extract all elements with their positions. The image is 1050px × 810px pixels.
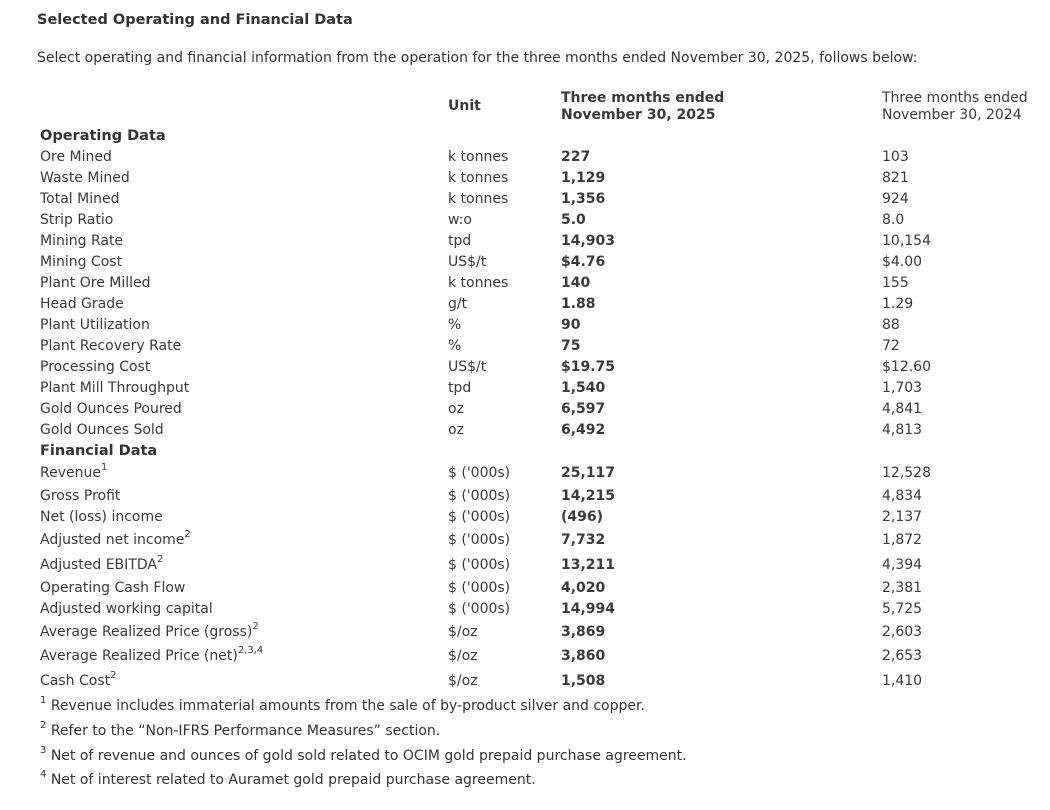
- table-row: [0, 296, 1050, 317]
- footnote-number: 3: [40, 745, 47, 756]
- row-prior-value: 1.29: [882, 296, 914, 312]
- row-current-value: 3,860: [561, 648, 606, 664]
- footnote-number: 4: [40, 769, 47, 780]
- footnote: [40, 695, 645, 714]
- header-prior-period: [882, 90, 1028, 124]
- footnote: [40, 720, 441, 739]
- row-current-value: 14,215: [561, 488, 616, 504]
- table-row: [0, 338, 1050, 359]
- row-unit: $ ('000s): [448, 488, 511, 504]
- row-unit: tpd: [448, 380, 472, 396]
- row-current-value: (496): [561, 509, 604, 525]
- row-unit: %: [448, 317, 462, 333]
- table-row: [0, 359, 1050, 380]
- row-label: [40, 296, 124, 312]
- row-label-text: Revenue: [40, 465, 101, 481]
- row-label-text: Net (loss) income: [40, 509, 163, 525]
- row-prior-value: $12.60: [882, 359, 931, 375]
- row-label-text: Mining Rate: [40, 233, 124, 249]
- table-row: [0, 170, 1050, 191]
- row-unit: k tonnes: [448, 191, 509, 207]
- row-unit: %: [448, 338, 462, 354]
- header-current-line2: November 30, 2025: [561, 107, 716, 123]
- row-current-value: 1,129: [561, 170, 606, 186]
- row-prior-value: $4.00: [882, 254, 923, 270]
- row-unit: w:o: [448, 212, 472, 228]
- row-label: [40, 554, 164, 573]
- footnote: [40, 745, 687, 764]
- row-label: [40, 509, 163, 525]
- row-label: [40, 621, 259, 640]
- footnote-text: Refer to the “Non-IFRS Performance Measures” section.: [50, 723, 441, 739]
- row-current-value: 14,994: [561, 601, 616, 617]
- row-label-text: Adjusted working capital: [40, 601, 213, 617]
- row-unit: US$/t: [448, 254, 487, 270]
- operating-data-heading: Operating Data: [40, 128, 166, 144]
- row-label: [40, 601, 213, 617]
- row-label: [40, 645, 264, 664]
- row-label: [40, 170, 130, 186]
- row-label: [40, 338, 181, 354]
- row-current-value: 227: [561, 149, 591, 165]
- row-prior-value: 2,603: [882, 624, 923, 640]
- table-row: [0, 645, 1050, 669]
- row-label-text: Adjusted net income: [40, 532, 185, 548]
- row-prior-value: 8.0: [882, 212, 905, 228]
- row-label-text: Total Mined: [40, 191, 120, 207]
- row-unit: k tonnes: [448, 149, 509, 165]
- header-prior-line2: November 30, 2024: [882, 107, 1022, 123]
- footnote-reference: 2: [110, 670, 117, 681]
- table-row: [0, 317, 1050, 338]
- row-prior-value: 821: [882, 170, 909, 186]
- row-prior-value: 2,653: [882, 648, 923, 664]
- row-label: [40, 317, 150, 333]
- table-row: [0, 275, 1050, 296]
- footnote-reference: 2: [184, 529, 191, 540]
- row-label-text: Processing Cost: [40, 359, 151, 375]
- row-label: [40, 488, 120, 504]
- table-row: [0, 670, 1050, 694]
- row-current-value: $4.76: [561, 254, 606, 270]
- row-current-value: 6,492: [561, 422, 606, 438]
- row-label-text: Strip Ratio: [40, 212, 114, 228]
- row-label-text: Plant Utilization: [40, 317, 150, 333]
- row-prior-value: 4,394: [882, 557, 923, 573]
- row-label: [40, 580, 185, 596]
- row-label-text: Mining Cost: [40, 254, 123, 270]
- table-row: [0, 621, 1050, 645]
- footnote-text: Net of revenue and ounces of gold sold related to OCIM gold prepaid purchase agreement.: [50, 748, 687, 764]
- row-current-value: 14,903: [561, 233, 616, 249]
- row-label: [40, 401, 182, 417]
- table-row: [0, 191, 1050, 212]
- row-unit: $ ('000s): [448, 557, 511, 573]
- row-current-value: 1,356: [561, 191, 606, 207]
- header-prior-line1: Three months ended: [882, 90, 1028, 106]
- row-unit: $/oz: [448, 624, 478, 640]
- row-prior-value: 924: [882, 191, 909, 207]
- row-label-text: Adjusted EBITDA: [40, 557, 157, 573]
- row-label: [40, 233, 123, 249]
- row-current-value: 25,117: [561, 465, 616, 481]
- row-label-text: Plant Ore Milled: [40, 275, 151, 291]
- row-label-text: Head Grade: [40, 296, 124, 312]
- row-prior-value: 1,410: [882, 673, 923, 689]
- row-unit: oz: [448, 401, 464, 417]
- section-title: Selected Operating and Financial Data: [37, 12, 353, 28]
- row-unit: $/oz: [448, 648, 478, 664]
- footnote-number: 2: [40, 720, 47, 731]
- table-row: [0, 488, 1050, 509]
- row-label-text: Gold Ounces Poured: [40, 401, 182, 417]
- row-current-value: 1.88: [561, 296, 596, 312]
- row-label-text: Waste Mined: [40, 170, 130, 186]
- row-unit: $/oz: [448, 673, 478, 689]
- row-label-text: Gold Ounces Sold: [40, 422, 164, 438]
- row-unit: oz: [448, 422, 464, 438]
- table-row: [0, 601, 1050, 622]
- row-prior-value: 4,841: [882, 401, 923, 417]
- row-current-value: 5.0: [561, 212, 586, 228]
- footnote-text: Net of interest related to Auramet gold prepaid purchase agreement.: [50, 772, 536, 788]
- row-prior-value: 2,381: [882, 580, 923, 596]
- row-prior-value: 2,137: [882, 509, 923, 525]
- footnote-reference: 1: [100, 462, 108, 473]
- row-prior-value: 88: [882, 317, 900, 333]
- header-current-period: [561, 90, 724, 124]
- row-label: [40, 149, 112, 165]
- row-unit: g/t: [448, 296, 468, 312]
- row-label-text: Plant Recovery Rate: [40, 338, 182, 354]
- row-label: [40, 380, 189, 396]
- row-current-value: 140: [561, 275, 591, 291]
- row-prior-value: 155: [882, 275, 909, 291]
- row-current-value: 3,869: [561, 624, 606, 640]
- row-current-value: 4,020: [561, 580, 606, 596]
- row-prior-value: 1,703: [882, 380, 923, 396]
- row-prior-value: 12,528: [882, 465, 931, 481]
- row-label: [40, 529, 191, 548]
- row-label: [40, 254, 122, 270]
- row-unit: k tonnes: [448, 170, 509, 186]
- row-label-text: Cash Cost: [40, 673, 111, 689]
- row-current-value: 6,597: [561, 401, 606, 417]
- row-current-value: 1,508: [561, 673, 606, 689]
- row-prior-value: 1,872: [882, 532, 923, 548]
- footnote-number: 1: [40, 695, 47, 706]
- table-row: [0, 529, 1050, 553]
- row-unit: $ ('000s): [448, 532, 511, 548]
- table-row: [0, 212, 1050, 233]
- row-unit: $ ('000s): [448, 509, 511, 525]
- row-prior-value: 4,834: [882, 488, 923, 504]
- row-unit: tpd: [448, 233, 472, 249]
- row-current-value: 75: [561, 338, 581, 354]
- row-label-text: Operating Cash Flow: [40, 580, 186, 596]
- row-label: [40, 359, 150, 375]
- row-label-text: Ore Mined: [40, 149, 112, 165]
- row-label-text: Plant Mill Throughput: [40, 380, 190, 396]
- table-row: [0, 462, 1050, 486]
- financial-data-heading: Financial Data: [40, 443, 158, 459]
- row-current-value: 7,732: [561, 532, 606, 548]
- row-label-text: Gross Profit: [40, 488, 121, 504]
- table-row: [0, 233, 1050, 254]
- row-label: [40, 422, 164, 438]
- table-row: [0, 401, 1050, 422]
- row-current-value: 1,540: [561, 380, 606, 396]
- table-row: [0, 380, 1050, 401]
- row-label-text: Average Realized Price (gross): [40, 624, 253, 640]
- table-row: [0, 422, 1050, 443]
- row-unit: k tonnes: [448, 275, 509, 291]
- footnote-reference: 2,3,4: [237, 645, 264, 656]
- intro-text: Select operating and financial information from the operation for the three months ended November 30, 2025, follows below:: [37, 50, 918, 66]
- table-row: [0, 254, 1050, 275]
- footnote: [40, 769, 536, 788]
- row-current-value: 13,211: [561, 557, 616, 573]
- row-label: [40, 462, 108, 481]
- header-current-line1: Three months ended: [561, 90, 725, 106]
- row-label: [40, 212, 113, 228]
- row-label: [40, 275, 151, 291]
- row-label: [40, 191, 120, 207]
- row-unit: US$/t: [448, 359, 487, 375]
- table-row: [0, 149, 1050, 170]
- row-prior-value: 5,725: [882, 601, 923, 617]
- table-row: [0, 554, 1050, 578]
- row-prior-value: 4,813: [882, 422, 923, 438]
- row-label-text: Average Realized Price (net): [40, 648, 238, 664]
- row-unit: $ ('000s): [448, 580, 511, 596]
- row-current-value: 90: [561, 317, 581, 333]
- table-row: [0, 580, 1050, 601]
- header-unit: Unit: [448, 98, 481, 114]
- row-prior-value: 72: [882, 338, 900, 354]
- row-prior-value: 103: [882, 149, 909, 165]
- row-unit: $ ('000s): [448, 465, 511, 481]
- row-label: [40, 670, 117, 689]
- row-current-value: $19.75: [561, 359, 616, 375]
- table-row: [0, 509, 1050, 530]
- row-prior-value: 10,154: [882, 233, 931, 249]
- row-unit: $ ('000s): [448, 601, 511, 617]
- footnote-reference: 2: [156, 554, 164, 565]
- footnote-text: Revenue includes immaterial amounts from the sale of by-product silver and copper.: [50, 698, 645, 714]
- footnote-reference: 2: [252, 621, 259, 632]
